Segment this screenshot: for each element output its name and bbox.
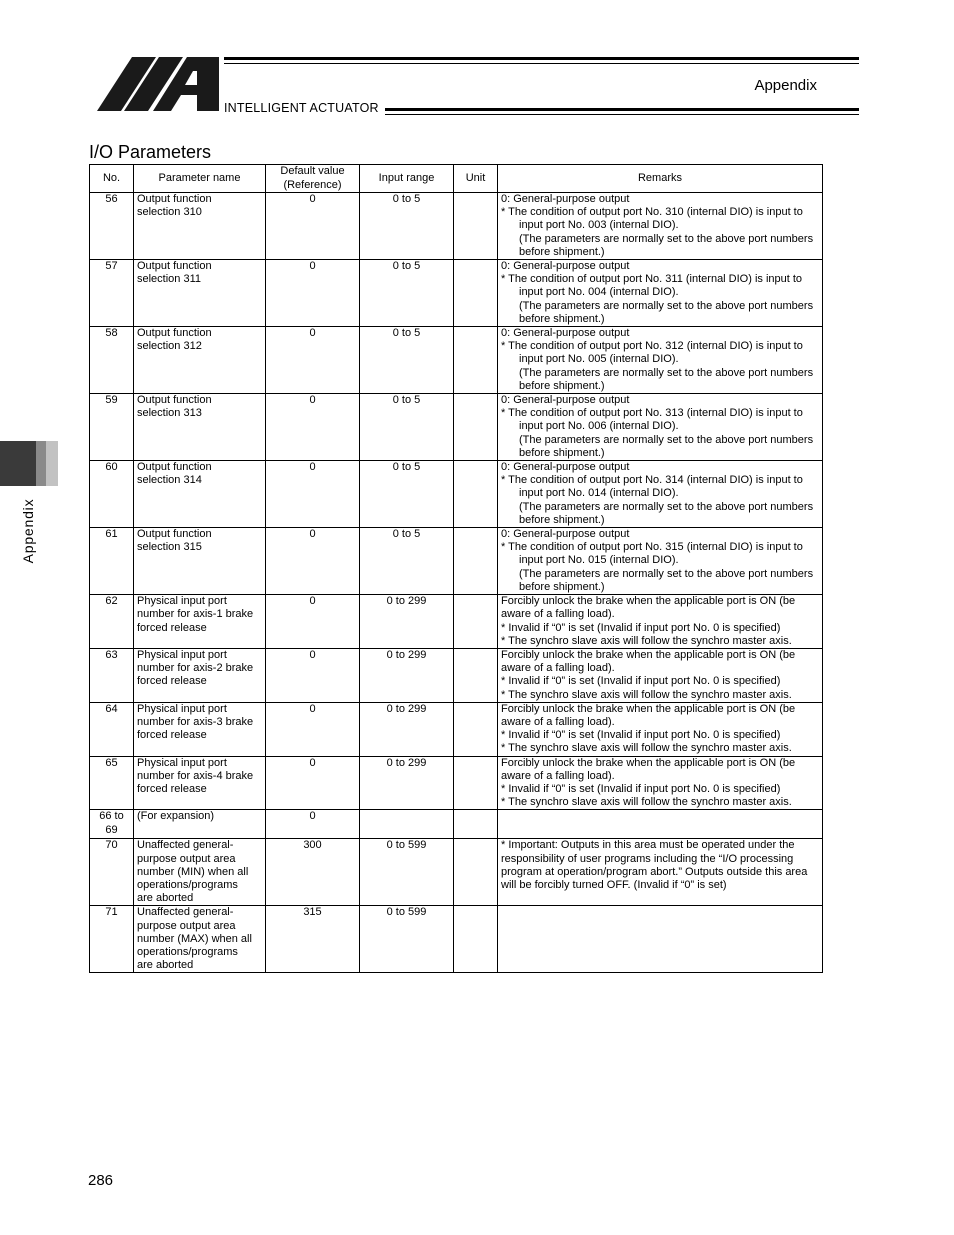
parameter-name-line: selection 310 (137, 206, 202, 219)
remarks (498, 810, 823, 839)
parameter-number: 64 (90, 702, 134, 756)
remarks-line: * The condition of output port No. 311 (internal DIO) is input to input port No. 004 (internal DIO). (501, 273, 803, 299)
parameter-name-line: number for axis-3 brake (137, 715, 254, 728)
parameter-name-line: Physical input port (137, 648, 227, 661)
io-parameters-table (89, 164, 823, 973)
remarks-line: * Invalid if “0” is set (Invalid if input port No. 0 is specified) (501, 621, 781, 634)
parameter-name-line: forced release (137, 782, 207, 795)
unit (454, 702, 498, 756)
remarks-line: Forcibly unlock the brake when the applicable port is ON (be aware of a falling load). (501, 702, 796, 728)
company-name: INTELLIGENT ACTUATOR (224, 101, 379, 115)
default-value: 0 (266, 648, 360, 702)
header-section-title: Appendix (754, 77, 817, 94)
table-row (90, 595, 823, 649)
parameter-name-line: Output function (137, 461, 212, 474)
unit (454, 394, 498, 461)
remarks (498, 702, 823, 756)
parameter-name-line: Output function (137, 260, 212, 273)
remarks-line: 0: General-purpose output (501, 260, 630, 273)
parameter-name-line: purpose output area (137, 919, 236, 932)
parameter-name-line: Output function (137, 327, 212, 340)
column-header-name: Parameter name (134, 165, 266, 193)
default-value: 0 (266, 810, 360, 839)
parameter-name-line: Output function (137, 394, 212, 407)
parameter-name (134, 528, 266, 595)
parameter-name (134, 839, 266, 906)
table-row (90, 528, 823, 595)
remarks (498, 260, 823, 327)
parameter-number: 66 to 69 (90, 810, 134, 839)
input-range: 0 to 5 (360, 260, 454, 327)
remarks-line: 0: General-purpose output (501, 193, 630, 205)
parameter-number: 61 (90, 528, 134, 595)
remarks-line: (The parameters are normally set to the above port numbers before shipment.) (519, 299, 814, 325)
table-row (90, 394, 823, 461)
parameter-name-line: selection 313 (137, 407, 202, 420)
unit (454, 839, 498, 906)
default-value: 0 (266, 756, 360, 810)
parameter-name-line: operations/programs (137, 945, 238, 958)
table-row (90, 260, 823, 327)
default-value: 0 (266, 193, 360, 260)
parameter-name (134, 756, 266, 810)
unit (454, 648, 498, 702)
input-range: 0 to 299 (360, 702, 454, 756)
parameter-number: 70 (90, 839, 134, 906)
remarks-line: * Invalid if “0” is set (Invalid if input port No. 0 is specified) (501, 729, 781, 742)
remarks-line: * The condition of output port No. 312 (internal DIO) is input to input port No. 005 (internal DIO). (501, 340, 803, 366)
default-value: 0 (266, 394, 360, 461)
parameter-name-line: selection 314 (137, 474, 202, 487)
parameter-name-line: operations/programs (137, 878, 238, 891)
unit (454, 906, 498, 973)
remarks-line: 0: General-purpose output (501, 394, 630, 407)
default-value: 0 (266, 461, 360, 528)
parameter-name-line: number (MIN) when all (137, 865, 249, 878)
parameter-number: 62 (90, 595, 134, 649)
input-range: 0 to 599 (360, 839, 454, 906)
remarks-line: * The synchro slave axis will follow the synchro master axis. (501, 742, 792, 755)
remarks (498, 394, 823, 461)
parameter-name-line: forced release (137, 675, 207, 688)
default-value: 0 (266, 528, 360, 595)
side-section-label: Appendix (20, 498, 36, 564)
remarks-line: (The parameters are normally set to the above port numbers before shipment.) (519, 232, 814, 258)
unit (454, 756, 498, 810)
parameter-name-line: Physical input port (137, 595, 227, 608)
remarks-line: 0: General-purpose output (501, 327, 630, 340)
remarks-line: 0: General-purpose output (501, 528, 630, 541)
remarks-line: (The parameters are normally set to the above port numbers before shipment.) (519, 567, 814, 593)
remarks (498, 756, 823, 810)
parameter-number: 71 (90, 906, 134, 973)
table-row (90, 461, 823, 528)
input-range: 0 to 5 (360, 528, 454, 595)
table-row (90, 702, 823, 756)
remarks-line: * The synchro slave axis will follow the synchro master axis. (501, 634, 792, 647)
column-header-unit: Unit (454, 165, 498, 193)
default-value: 0 (266, 595, 360, 649)
parameter-name-line: number for axis-1 brake (137, 608, 254, 621)
parameter-name-line: forced release (137, 621, 207, 634)
remarks (498, 839, 823, 906)
input-range: 0 to 5 (360, 394, 454, 461)
input-range: 0 to 5 (360, 193, 454, 260)
table-row (90, 193, 823, 260)
remarks-line: * Invalid if “0” is set (Invalid if input port No. 0 is specified) (501, 675, 781, 688)
parameter-name (134, 394, 266, 461)
parameter-name (134, 595, 266, 649)
remarks-line: * The condition of output port No. 310 (internal DIO) is input to input port No. 003 (internal DIO). (501, 206, 803, 232)
default-value: 0 (266, 327, 360, 394)
parameter-name-line: selection 315 (137, 541, 202, 554)
input-range: 0 to 299 (360, 648, 454, 702)
parameter-number: 60 (90, 461, 134, 528)
table-row (90, 756, 823, 810)
iai-logo-icon (97, 57, 219, 111)
parameter-name (134, 702, 266, 756)
remarks-line: * The condition of output port No. 315 (internal DIO) is input to input port No. 015 (internal DIO). (501, 541, 803, 567)
parameter-name-line: Output function (137, 528, 212, 541)
header-rule (385, 108, 859, 111)
remarks-line: Forcibly unlock the brake when the applicable port is ON (be aware of a falling load). (501, 595, 796, 621)
parameter-name-line: selection 312 (137, 340, 202, 353)
input-range: 0 to 299 (360, 595, 454, 649)
default-value: 0 (266, 702, 360, 756)
parameter-name-line: purpose output area (137, 852, 236, 865)
parameter-name-line: forced release (137, 729, 207, 742)
column-header-range: Input range (360, 165, 454, 193)
remarks-line: * The synchro slave axis will follow the synchro master axis. (501, 796, 792, 809)
table-row (90, 327, 823, 394)
page-number: 286 (88, 1172, 114, 1189)
default-value: 315 (266, 906, 360, 973)
parameter-name-line: are aborted (137, 892, 194, 905)
parameter-name-line: number for axis-4 brake (137, 769, 254, 782)
column-header-default-line1: Default value (280, 165, 345, 178)
parameter-name (134, 327, 266, 394)
remarks (498, 193, 823, 260)
column-header-default (266, 165, 360, 193)
remarks-line: 0: General-purpose output (501, 461, 630, 474)
parameter-name-line: number for axis-2 brake (137, 662, 254, 675)
remarks-line: (The parameters are normally set to the above port numbers before shipment.) (519, 366, 814, 392)
parameter-name (134, 906, 266, 973)
parameter-name-line: number (MAX) when all (137, 932, 252, 945)
input-range: 0 to 599 (360, 906, 454, 973)
table-body (90, 193, 823, 973)
parameter-number: 57 (90, 260, 134, 327)
remarks-line: * Important: Outputs in this area must be operated under the responsibility of user programs including the “I/O processing program at operation/program abort.” Outputs outside this area will be forcibly turned OFF. (Invalid if “0” is set) (501, 839, 808, 891)
page-title: I/O Parameters (89, 142, 212, 162)
parameter-number: 59 (90, 394, 134, 461)
input-range (360, 810, 454, 839)
parameter-name (134, 648, 266, 702)
remarks-line: (The parameters are normally set to the above port numbers before shipment.) (519, 500, 814, 526)
parameter-name (134, 260, 266, 327)
parameter-name-line: Unaffected general- (137, 906, 234, 919)
parameter-name (134, 193, 266, 260)
table-row (90, 906, 823, 973)
unit (454, 260, 498, 327)
remarks (498, 461, 823, 528)
table-header-row (90, 165, 823, 193)
parameter-name-line: selection 311 (137, 273, 202, 286)
remarks-line: * The condition of output port No. 314 (internal DIO) is input to input port No. 014 (internal DIO). (501, 474, 803, 500)
column-header-remarks: Remarks (498, 165, 823, 193)
unit (454, 528, 498, 595)
parameter-number: 63 (90, 648, 134, 702)
parameter-name-line: Physical input port (137, 756, 227, 769)
default-value: 300 (266, 839, 360, 906)
remarks-line: Forcibly unlock the brake when the applicable port is ON (be aware of a falling load). (501, 648, 796, 675)
header-rule (385, 114, 859, 115)
parameter-name (134, 461, 266, 528)
unit (454, 327, 498, 394)
remarks-line: * The condition of output port No. 313 (internal DIO) is input to input port No. 006 (internal DIO). (501, 407, 803, 433)
parameter-number: 56 (90, 193, 134, 260)
remarks-line: (The parameters are normally set to the above port numbers before shipment.) (519, 433, 814, 459)
unit (454, 461, 498, 528)
input-range: 0 to 299 (360, 756, 454, 810)
header-rule (224, 57, 859, 60)
header-rule (224, 63, 859, 64)
remarks (498, 906, 823, 973)
unit (454, 810, 498, 839)
parameter-name-line: are aborted (137, 959, 194, 972)
remarks (498, 327, 823, 394)
section-tab-marker (0, 441, 58, 486)
parameter-name-line: Unaffected general- (137, 839, 234, 852)
column-header-default-line2: (Reference) (283, 178, 342, 191)
remarks (498, 528, 823, 595)
input-range: 0 to 5 (360, 461, 454, 528)
parameter-number: 58 (90, 327, 134, 394)
remarks-line: * The synchro slave axis will follow the synchro master axis. (501, 688, 792, 701)
parameter-name-line: (For expansion) (137, 810, 215, 823)
unit (454, 193, 498, 260)
remarks (498, 648, 823, 702)
parameter-number: 65 (90, 756, 134, 810)
parameter-name (134, 810, 266, 839)
remarks-line: Forcibly unlock the brake when the applicable port is ON (be aware of a falling load). (501, 756, 796, 782)
table-row (90, 648, 823, 702)
unit (454, 595, 498, 649)
table-row (90, 839, 823, 906)
parameter-name-line: Output function (137, 193, 212, 205)
remarks-line: * Invalid if “0” is set (Invalid if input port No. 0 is specified) (501, 782, 781, 795)
column-header-no: No. (90, 165, 134, 193)
parameter-name-line: Physical input port (137, 702, 227, 715)
default-value: 0 (266, 260, 360, 327)
remarks (498, 595, 823, 649)
table-row (90, 810, 823, 839)
input-range: 0 to 5 (360, 327, 454, 394)
